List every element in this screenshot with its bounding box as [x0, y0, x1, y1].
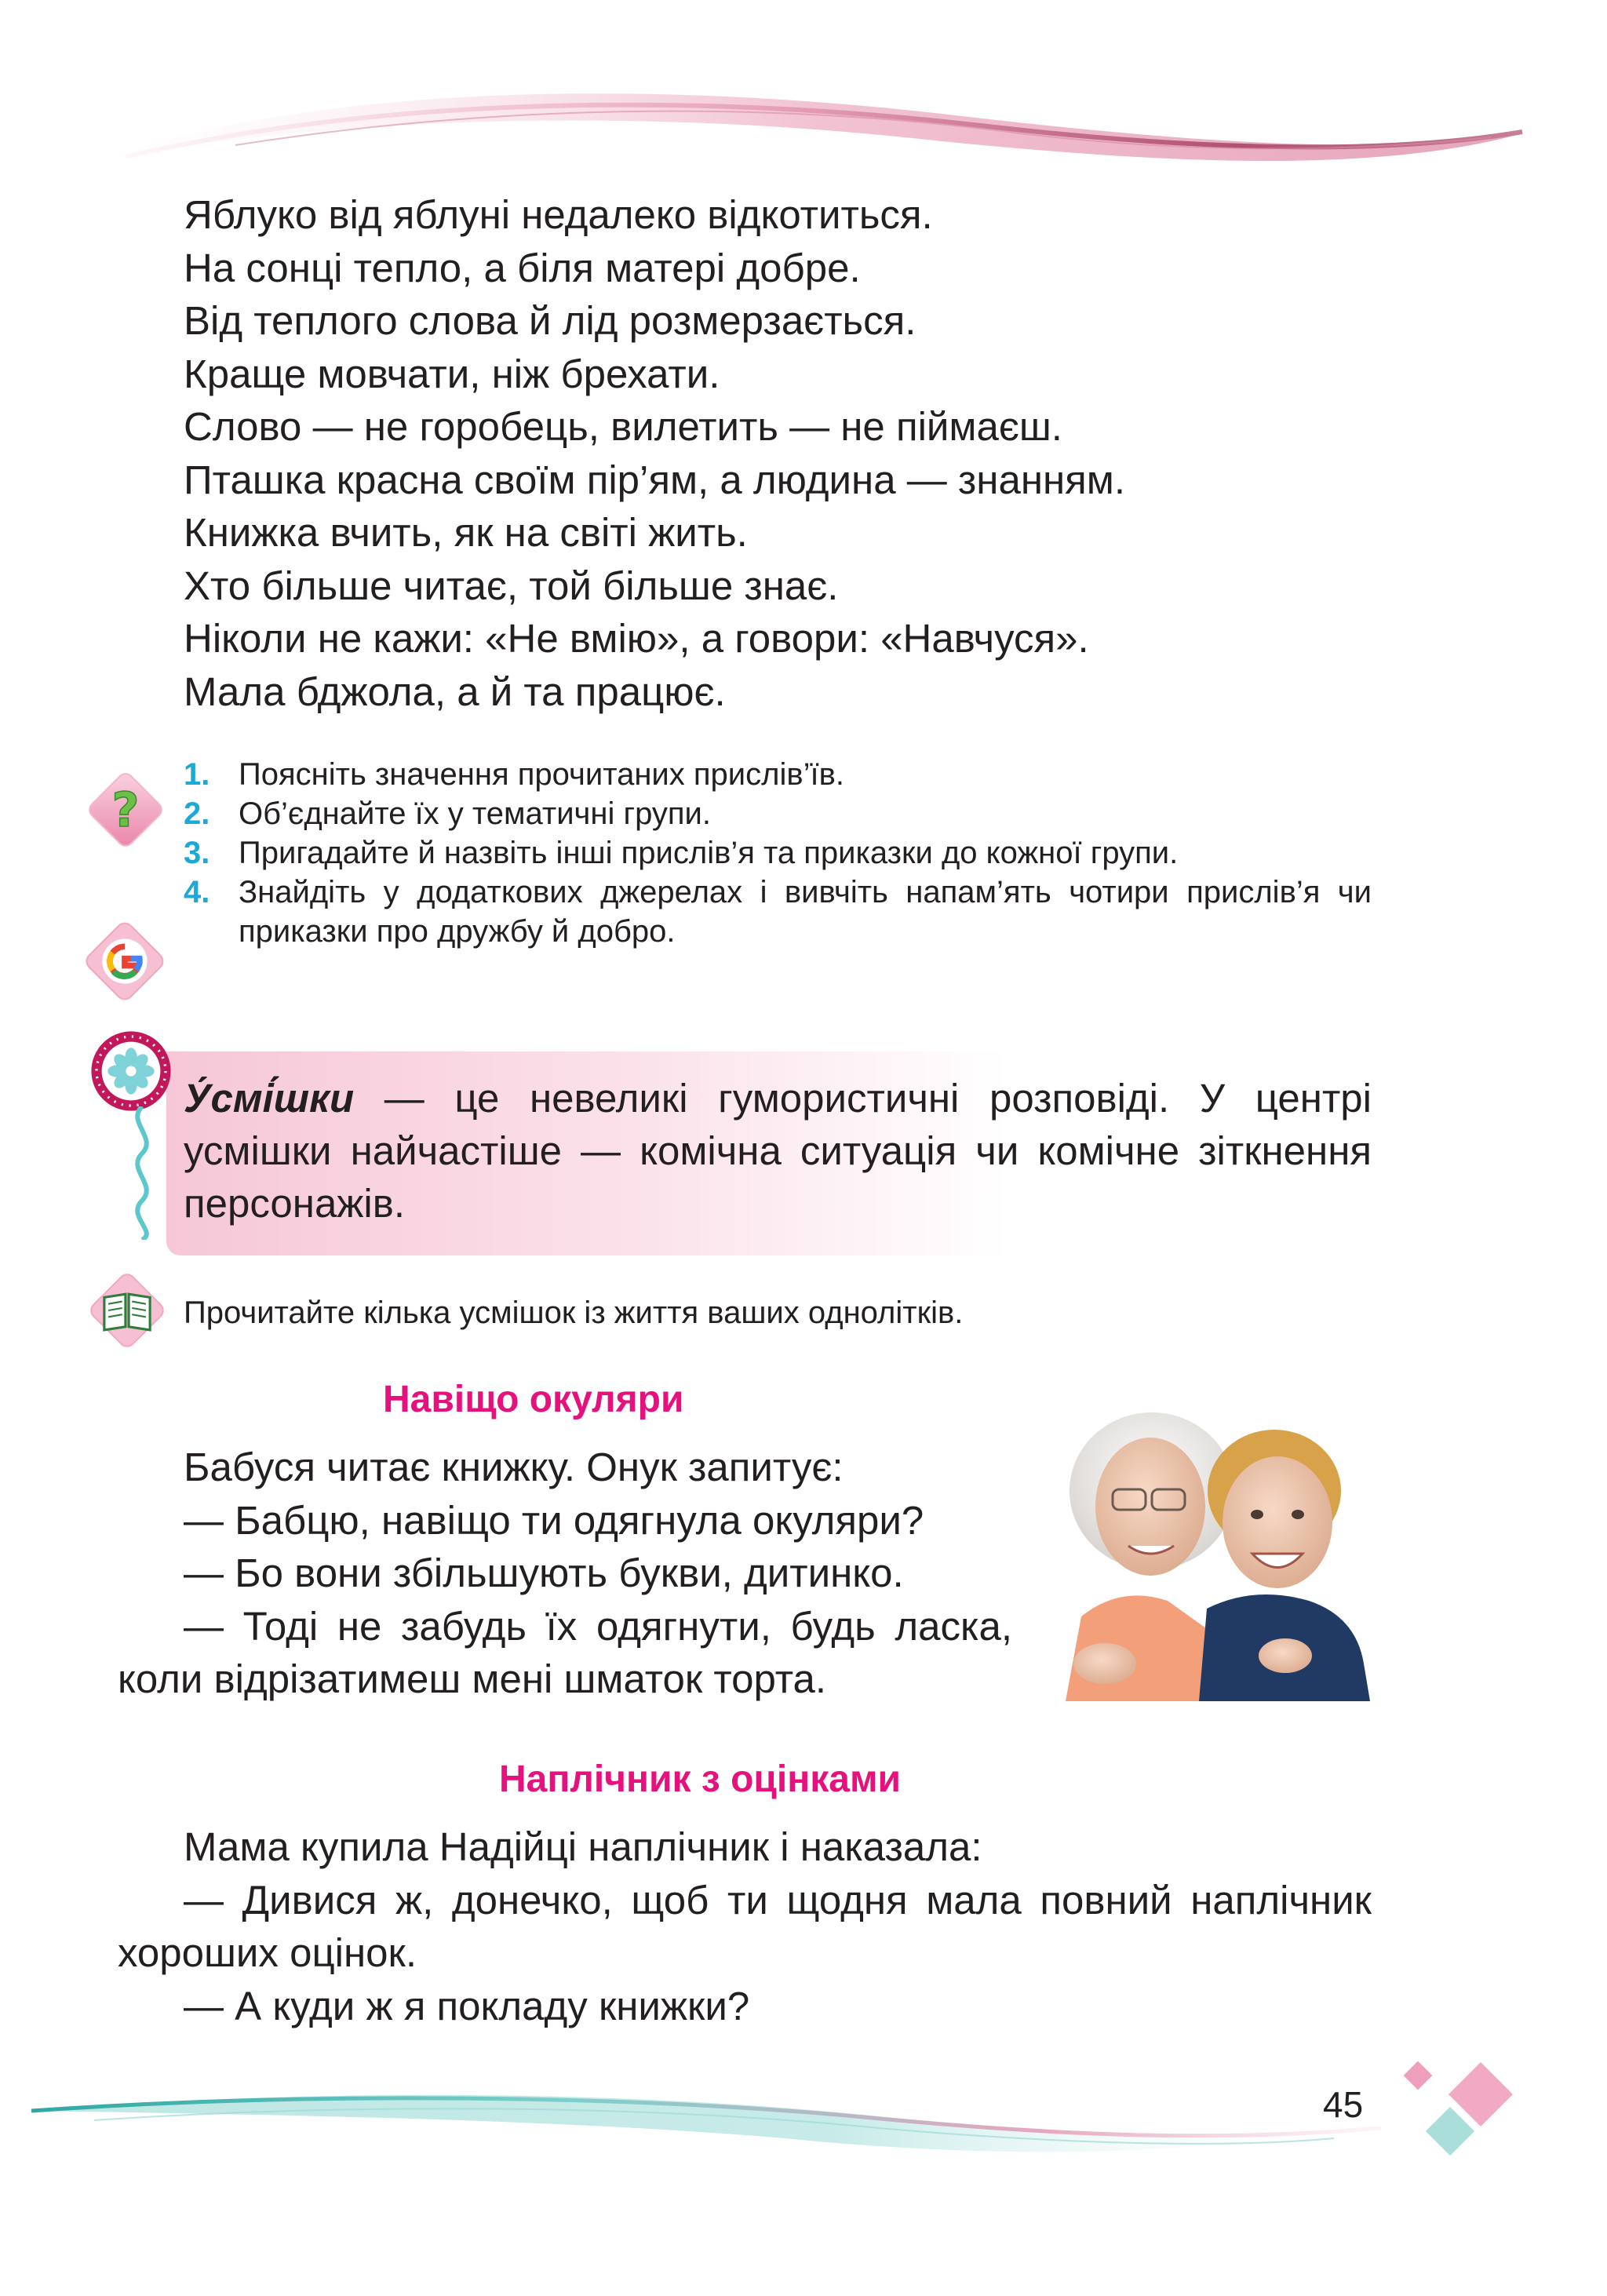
grandmother-grandson-photo	[1050, 1405, 1370, 1701]
task-item	[184, 794, 1372, 833]
bottom-decorative-wave	[0, 2056, 1607, 2197]
story-line: — Бабцю, навіщо ти одягнула окуляри?	[184, 1497, 924, 1543]
task-text: Об’єднайте їх у тематичні групи.	[239, 796, 711, 831]
decorative-squiggle	[122, 1106, 162, 1240]
definition-term: У́смі́шки	[184, 1076, 355, 1121]
book-icon	[86, 1270, 168, 1351]
proverb-line: Яблуко від яблуні недалеко відкотиться.	[184, 192, 933, 237]
proverb-line: Слово — не горобець, вилетить — не піймаєш.	[184, 404, 1062, 449]
task-number: 4.	[184, 875, 210, 909]
proverb-line: Книжка вчить, як на світі жить.	[184, 510, 748, 555]
proverbs-list	[184, 188, 1125, 718]
tasks-list	[184, 755, 1372, 951]
proverb-line: Мала бджола, а й та працює.	[184, 669, 726, 714]
task-item	[184, 873, 1372, 951]
corner-decoration	[1397, 2056, 1538, 2174]
story-text	[118, 1820, 1372, 2032]
task-number: 1.	[184, 757, 210, 792]
proverb-line: Краще мовчати, ніж брехати.	[184, 351, 720, 396]
reading-instruction: Прочитайте кілька усмішок із життя ваших однолітків.	[184, 1296, 964, 1330]
search-source-icon	[82, 918, 168, 1004]
story-line: Мама купила Надійці наплічник і наказала:	[184, 1824, 982, 1869]
task-number: 2.	[184, 796, 210, 831]
definition-body: — це невеликі гумористичні розповіді. У центрі усмішки найчастіше — комічна ситуація чи комічне зіткнення персонажів.	[184, 1076, 1372, 1226]
task-text: Поясніть значення прочитаних прислів’їв.	[239, 757, 844, 792]
story-line: Бабуся читає книжку. Онук запитує:	[184, 1445, 844, 1489]
task-item	[184, 833, 1372, 873]
question-icon	[85, 769, 166, 851]
task-item	[184, 755, 1372, 794]
task-text: Знайдіть у додаткових джерелах і вивчіть напам’ять чотири прислів’я чи приказки про дружбу й добро.	[239, 875, 1372, 949]
page-number: 45	[1323, 2084, 1364, 2125]
proverb-line: Ніколи не кажи: «Не вмію», а говори: «Навчуся».	[184, 616, 1089, 661]
story-line: — Дивися ж, донечко, щоб ти щодня мала повний наплічник хороших оцінок.	[118, 1877, 1372, 1975]
task-number: 3.	[184, 836, 210, 870]
flower-badge-icon	[88, 1028, 174, 1114]
story-line: — Тоді не забудь їх одягнути, будь ласка, коли відрізатимеш мені шматок торта.	[118, 1603, 1012, 1701]
task-text: Пригадайте й назвіть інші прислів’я та приказки до кожної групи.	[239, 836, 1179, 870]
proverb-line: На сонці тепло, а біля матері добре.	[184, 245, 861, 290]
story-line: — Бо вони збільшують букви, дитинко.	[184, 1551, 904, 1595]
proverb-line: Пташка красна своїм пір’ям, а людина — знанням.	[184, 457, 1125, 502]
proverb-line: Хто більше читає, той більше знає.	[184, 563, 839, 608]
story-line: — А куди ж я покладу книжки?	[184, 1983, 750, 2028]
svg-text:?: ?	[111, 782, 140, 838]
story-title: Наплічник з оцінками	[499, 1758, 901, 1800]
proverb-line: Від теплого слова й лід розмерзається.	[184, 298, 916, 343]
definition-text	[184, 1072, 1372, 1230]
story-title: Навіщо окуляри	[383, 1379, 684, 1420]
story-text	[118, 1441, 1012, 1706]
